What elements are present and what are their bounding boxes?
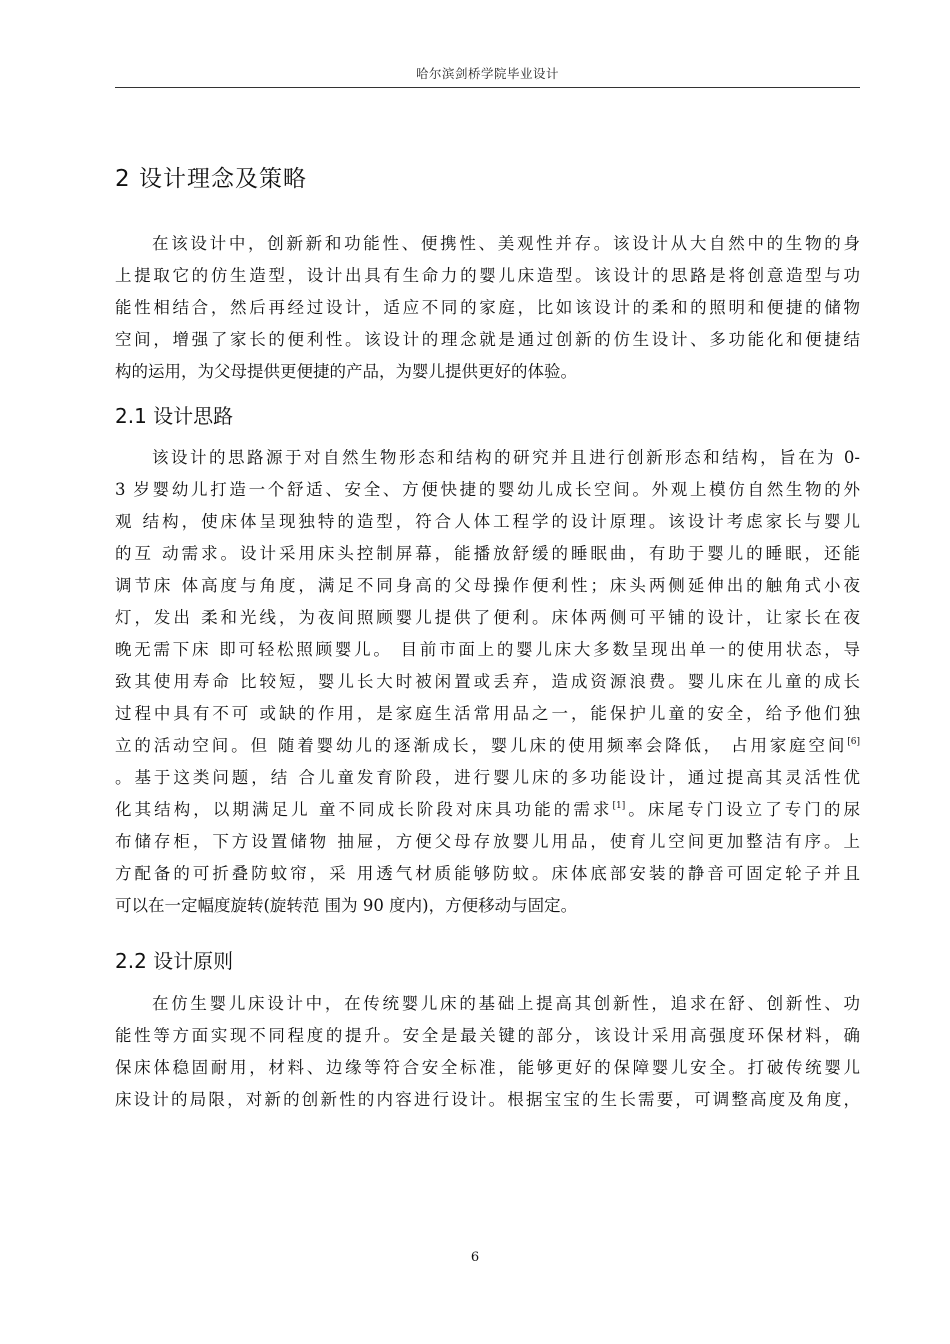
paragraph-design-principles bbox=[115, 988, 860, 1116]
text-line: 的互 动需求。设计采用床头控制屏幕，能播放舒缓的睡眠曲，有助于婴儿的睡眠，还能 bbox=[115, 544, 860, 563]
text-line: 观 结构，使床体呈现独特的造型，符合人体工程学的设计原理。该设计考虑家长与婴儿 bbox=[115, 512, 860, 531]
text-line: 上提取它的仿生造型，设计出具有生命力的婴儿床造型。该设计的思路是将创意造型与功 bbox=[115, 266, 860, 285]
page-header: 哈尔滨剑桥学院毕业设计 bbox=[415, 66, 559, 81]
text-line: 保床体稳固耐用，材料、边缘等符合安全标准，能够更好的保障婴儿安全。打破传统婴儿 bbox=[115, 1058, 860, 1077]
paragraph-design-thinking bbox=[115, 442, 860, 922]
text-line: 立的活动空间。但 随着婴幼儿的逐渐成长，婴儿床的使用频率会降低， 占用家庭空间[6] bbox=[115, 736, 860, 755]
page-number: 6 bbox=[470, 1250, 480, 1265]
subsection-heading-design-thinking: 2.1 设计思路 bbox=[115, 404, 234, 428]
subsection-heading-design-principles: 2.2 设计原则 bbox=[115, 949, 234, 973]
text-line: 构的运用，为父母提供更便捷的产品，为婴儿提供更好的体验。 bbox=[115, 362, 577, 381]
text-line: 在该设计中，创新新和功能性、便携性、美观性并存。该设计从大自然中的生物的身 bbox=[152, 234, 860, 253]
text-line: 方配备的可折叠防蚊帘，采 用透气材质能够防蚊。床体底部安装的静音可固定轮子并且 bbox=[115, 864, 860, 883]
text-line: 该设计的思路源于对自然生物形态和结构的研究并且进行创新形态和结构，旨在为 0- bbox=[152, 448, 860, 467]
text-line: 化其结构，以期满足儿 童不同成长阶段对床具功能的需求[1]。床尾专门设立了专门的尿 bbox=[115, 800, 860, 819]
text-line: 晚无需下床 即可轻松照顾婴儿。 目前市面上的婴儿床大多数呈现出单一的使用状态，导 bbox=[115, 640, 860, 659]
paragraph-design-concept bbox=[115, 228, 860, 388]
text-line: 过程中具有不可 或缺的作用，是家庭生活常用品之一，能保护儿童的安全，给予他们独 bbox=[115, 704, 860, 723]
text-line: 致其使用寿命 比较短，婴儿长大时被闲置或丢弃，造成资源浪费。婴儿床在儿童的成长 bbox=[115, 672, 860, 691]
text-line: 能性相结合，然后再经过设计，适应不同的家庭，比如该设计的柔和的照明和便捷的储物 bbox=[115, 298, 860, 317]
text-line: 灯，发出 柔和光线，为夜间照顾婴儿提供了便利。床体两侧可平铺的设计，让家长在夜 bbox=[115, 608, 860, 627]
section-heading: 2 设计理念及策略 bbox=[115, 166, 307, 192]
text-line: 3 岁婴幼儿打造一个舒适、安全、方便快捷的婴幼儿成长空间。外观上模仿自然生物的外 bbox=[115, 480, 860, 499]
text-line: 在仿生婴儿床设计中，在传统婴儿床的基础上提高其创新性，追求在舒、创新性、功 bbox=[152, 994, 860, 1013]
text-line: 床设计的局限，对新的创新性的内容进行设计。根据宝宝的生长需要，可调整高度及角度， bbox=[115, 1090, 860, 1109]
text-line: 空间，增强了家长的便利性。该设计的理念就是通过创新的仿生设计、多功能化和便捷结 bbox=[115, 330, 860, 349]
text-line: 能性等方面实现不同程度的提升。安全是最关键的部分，该设计采用高强度环保材料，确 bbox=[115, 1026, 860, 1045]
text-line: 。基于这类问题，结 合儿童发育阶段，进行婴儿床的多功能设计，通过提高其灵活性优 bbox=[115, 768, 860, 787]
text-line: 调节床 体高度与角度，满足不同身高的父母操作便利性；床头两侧延伸出的触角式小夜 bbox=[115, 576, 860, 595]
citation-1: [1] bbox=[612, 801, 626, 811]
header-divider bbox=[115, 87, 860, 88]
text-line: 可以在一定幅度旋转(旋转范 围为 90 度内)，方便移动与固定。 bbox=[115, 896, 578, 915]
citation-6: [6] bbox=[847, 737, 860, 747]
text-line: 布储存柜，下方设置储物 抽屉，方便父母存放婴儿用品，使育儿空间更加整洁有序。上 bbox=[115, 832, 860, 851]
